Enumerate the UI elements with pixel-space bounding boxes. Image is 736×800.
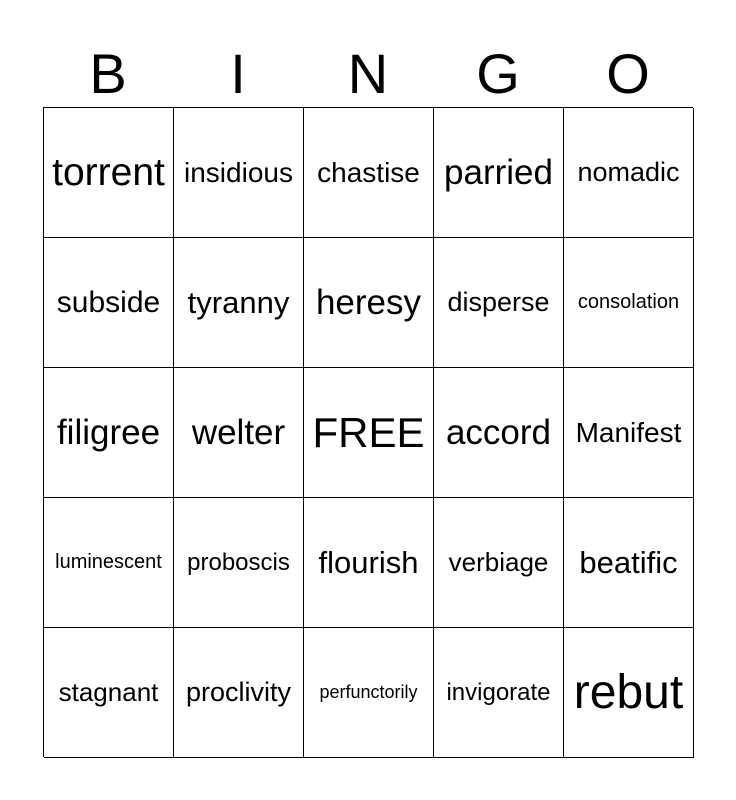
free-space-label: FREE [312, 408, 425, 456]
header-letter-g: G [476, 42, 520, 105]
cell-word: heresy [315, 282, 422, 322]
bingo-cell[interactable] [434, 628, 564, 758]
bingo-cell[interactable] [174, 498, 304, 628]
bingo-cell[interactable] [304, 108, 434, 238]
bingo-cell[interactable] [434, 498, 564, 628]
cell-word: perfunctorily [319, 682, 418, 702]
bingo-cell[interactable] [44, 368, 174, 498]
cell-word: disperse [447, 287, 550, 317]
bingo-cell[interactable] [174, 108, 304, 238]
cell-word: nomadic [577, 157, 680, 187]
cell-word: proboscis [187, 548, 290, 576]
bingo-cell[interactable] [44, 628, 174, 758]
bingo-cell[interactable] [44, 498, 174, 628]
header-letter-i: I [230, 42, 246, 105]
bingo-cell[interactable] [434, 238, 564, 368]
bingo-cell[interactable] [564, 108, 694, 238]
cell-word: rebut [573, 666, 684, 719]
header-letter-b: B [89, 42, 127, 105]
cell-word: subside [56, 285, 161, 319]
cell-word: invigorate [446, 678, 551, 706]
bingo-header [43, 40, 693, 108]
cell-word: stagnant [58, 677, 159, 707]
bingo-cell[interactable] [564, 238, 694, 368]
bingo-cell[interactable] [564, 628, 694, 758]
bingo-cell[interactable] [564, 498, 694, 628]
cell-word: flourish [318, 544, 419, 580]
cell-word: beatific [579, 544, 678, 580]
cell-word: welter [191, 412, 286, 452]
bingo-cell[interactable] [304, 498, 434, 628]
cell-word: accord [445, 412, 552, 452]
cell-word: Manifest [575, 416, 682, 448]
bingo-card [43, 107, 693, 757]
bingo-cell[interactable] [434, 108, 564, 238]
cell-word: proclivity [185, 677, 292, 707]
header-letter-o: O [606, 42, 650, 105]
cell-word: consolation [577, 291, 680, 313]
cell-word: chastise [317, 156, 420, 188]
cell-word: insidious [184, 156, 293, 188]
free-space-cell[interactable] [304, 368, 434, 498]
cell-word: filigree [56, 412, 161, 452]
bingo-cell[interactable] [304, 238, 434, 368]
bingo-cell[interactable] [44, 108, 174, 238]
cell-word: luminescent [55, 551, 162, 573]
bingo-cell[interactable] [174, 368, 304, 498]
cell-word: parried [444, 152, 553, 192]
bingo-cell[interactable] [564, 368, 694, 498]
bingo-cell[interactable] [44, 238, 174, 368]
bingo-cell[interactable] [434, 368, 564, 498]
bingo-cell[interactable] [174, 238, 304, 368]
cell-word: torrent [52, 150, 165, 194]
header-letter-n: N [347, 42, 389, 105]
bingo-cell[interactable] [174, 628, 304, 758]
cell-word: tyranny [187, 284, 290, 320]
cell-word: verbiage [448, 547, 549, 577]
bingo-cell[interactable] [304, 628, 434, 758]
